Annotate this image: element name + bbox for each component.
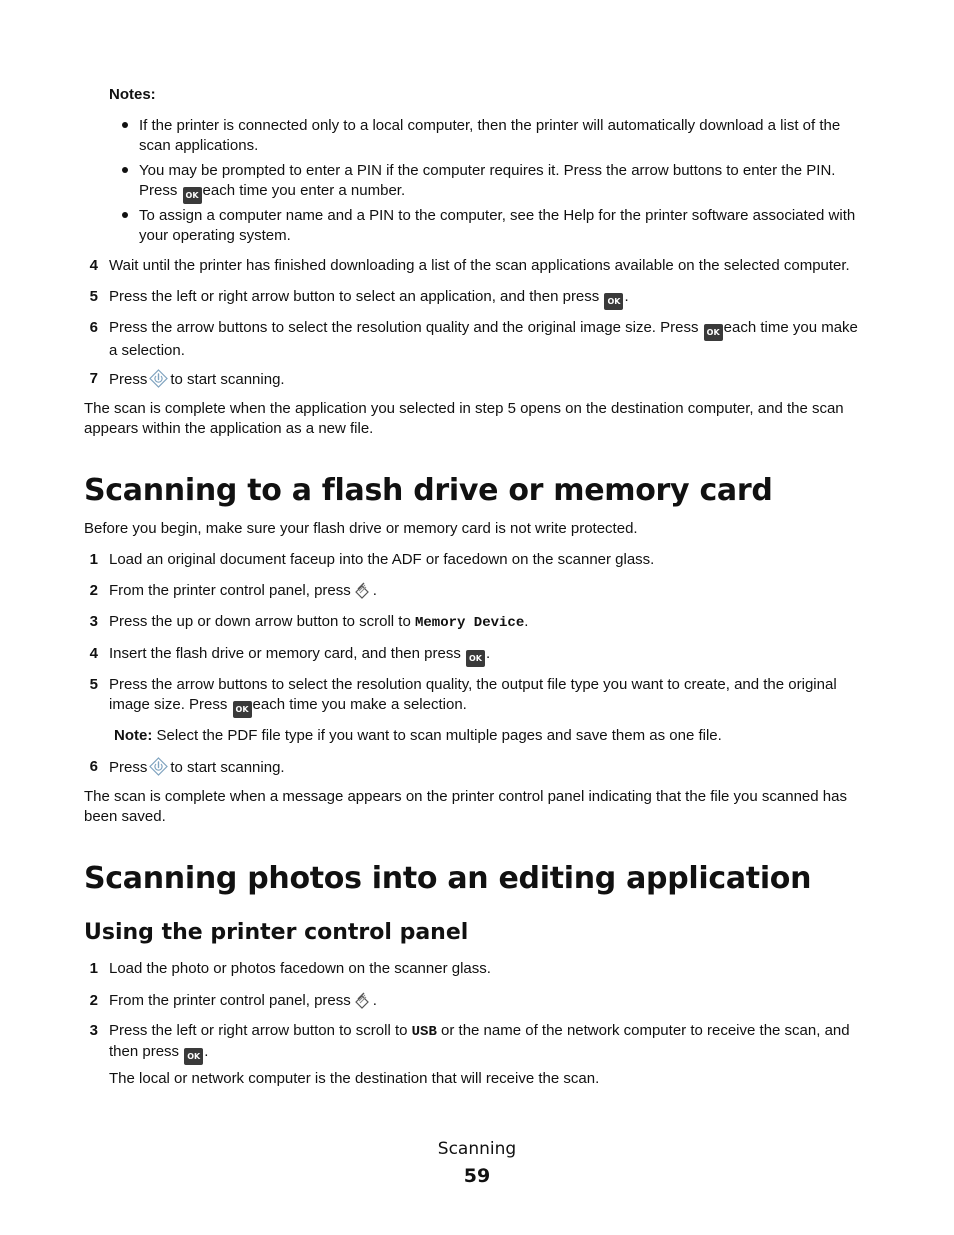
step-text-post: . <box>372 582 377 599</box>
step-number: 4 <box>89 257 98 274</box>
bullet-dot <box>122 167 128 173</box>
note-bullet-2-line-2 <box>139 181 835 204</box>
note-label: Note: <box>114 727 153 744</box>
note-bullet-3-line-1: To assign a computer name and a PIN to the computer, see the Help for the printer software associated with <box>139 207 856 224</box>
scan-icon <box>353 991 371 1009</box>
step-number: 5 <box>89 676 98 693</box>
paragraph-line-2: appears within the application as a new file. <box>84 420 374 437</box>
section-intro: Before you begin, make sure your flash drive or memory card is not write protected. <box>84 520 638 537</box>
step-text-pre: Press the left or right arrow button to select an application, and then press <box>109 288 600 305</box>
step-text <box>109 1021 850 1065</box>
step-number: 2 <box>89 992 98 1009</box>
section-heading-flash-drive: Scanning to a flash drive or memory card <box>84 473 773 508</box>
step-number: 1 <box>89 551 98 568</box>
step-number: 1 <box>89 960 98 977</box>
ok-button-icon: OK <box>233 701 252 718</box>
step-text-pre: Press <box>109 371 148 388</box>
menu-option-memory-device: Memory Device <box>415 615 525 631</box>
step-number: 5 <box>89 288 98 305</box>
paragraph-scan-complete <box>84 399 844 439</box>
step-number: 4 <box>89 645 98 662</box>
start-diamond-icon <box>149 757 168 776</box>
ok-button-icon: OK <box>466 650 485 667</box>
step-text-post: to start scanning. <box>170 759 285 776</box>
footer-chapter-label: Scanning <box>437 1139 517 1159</box>
step-text-line-2 <box>109 695 837 718</box>
step-text-post: . <box>372 992 377 1009</box>
step-text <box>109 675 837 718</box>
paragraph-line-2: been saved. <box>84 808 166 825</box>
scan-icon <box>353 581 371 599</box>
step-text-line-1 <box>109 1021 850 1042</box>
step-text: Wait until the printer has finished downloading a list of the scan applications available on the selected computer. <box>109 257 850 274</box>
note-bullet-1-line-1: If the printer is connected only to a local computer, then the printer will automatically download a list of the <box>139 117 841 134</box>
ok-button-icon: OK <box>184 1048 203 1065</box>
step-text: Load the photo or photos facedown on the scanner glass. <box>109 960 491 977</box>
step-text-line-1 <box>109 318 858 341</box>
step-number: 2 <box>89 582 98 599</box>
step-text-pre: image size. Press <box>109 696 228 713</box>
note-bullet-1 <box>139 116 840 156</box>
step-text <box>109 644 490 667</box>
note-bullet-2-post: each time you enter a number. <box>202 182 406 199</box>
note-bullet-1-line-2: scan applications. <box>139 137 259 154</box>
step-text-pre: Press <box>109 759 148 776</box>
notes-label: Notes: <box>109 86 156 103</box>
step-followup: The local or network computer is the destination that will receive the scan. <box>109 1070 600 1087</box>
step-number: 6 <box>89 319 98 336</box>
step-text-pre: Press the left or right arrow button to scroll to <box>109 1022 408 1039</box>
step-text-post: to start scanning. <box>170 371 285 388</box>
step-text-post: each time you make <box>723 319 858 336</box>
step-text-pre: then press <box>109 1043 180 1060</box>
step-text-pre: Insert the flash drive or memory card, and then press <box>109 645 461 662</box>
step-number: 7 <box>89 370 98 387</box>
paragraph-line-1: The scan is complete when a message appears on the printer control panel indicating that the file you scanned has <box>84 788 847 805</box>
footer-page-number: 59 <box>463 1165 491 1187</box>
step-number: 3 <box>89 1022 98 1039</box>
step-text-post: . <box>204 1043 209 1060</box>
step-text-pre: From the printer control panel, press <box>109 992 351 1009</box>
step-text <box>109 318 858 361</box>
step-text-post: or the name of the network computer to receive the scan, and <box>441 1022 850 1039</box>
paragraph-line-1: The scan is complete when the application you selected in step 5 opens on the destination computer, and the scan <box>84 400 844 417</box>
menu-option-usb: USB <box>411 1024 437 1040</box>
step-text-pre: Press the arrow buttons to select the resolution quality and the original image size. Press <box>109 319 699 336</box>
step-text-post: . <box>624 288 629 305</box>
note-pdf <box>114 726 722 746</box>
ok-button-icon: OK <box>604 293 623 310</box>
step-number: 3 <box>89 613 98 630</box>
step-text: Load an original document faceup into the ADF or facedown on the scanner glass. <box>109 551 655 568</box>
start-diamond-icon <box>149 369 168 388</box>
step-text <box>109 287 629 310</box>
step-number: 6 <box>89 758 98 775</box>
step-text <box>109 612 528 633</box>
step-text <box>109 757 285 778</box>
ok-button-icon: OK <box>183 187 202 204</box>
section-heading-photos: Scanning photos into an editing application <box>84 861 812 896</box>
step-text <box>109 369 285 390</box>
note-bullet-2-line-1: You may be prompted to enter a PIN if the computer requires it. Press the arrow buttons to enter the PIN. <box>139 162 836 179</box>
step-text-post: each time you make a selection. <box>252 696 467 713</box>
paragraph-scan-complete-2 <box>84 787 847 827</box>
step-text-pre: From the printer control panel, press <box>109 582 351 599</box>
step-text-line-2 <box>109 1042 850 1065</box>
step-text-post: . <box>524 613 529 630</box>
bullet-dot <box>122 122 128 128</box>
step-text-line-1: Press the arrow buttons to select the resolution quality, the output file type you want to create, and the original <box>109 676 837 693</box>
step-text <box>109 991 377 1011</box>
step-text <box>109 581 377 601</box>
note-bullet-2 <box>139 161 835 204</box>
note-bullet-2-pre: Press <box>139 182 178 199</box>
bullet-dot <box>122 212 128 218</box>
note-bullet-3 <box>139 206 855 246</box>
step-text-pre: Press the up or down arrow button to scroll to <box>109 613 411 630</box>
note-bullet-3-line-2: your operating system. <box>139 227 291 244</box>
subsection-heading-control-panel: Using the printer control panel <box>84 920 469 945</box>
note-text: Select the PDF file type if you want to scan multiple pages and save them as one file. <box>152 727 722 744</box>
step-text-line-2: a selection. <box>109 342 185 359</box>
step-text-post: . <box>486 645 491 662</box>
ok-button-icon: OK <box>704 324 723 341</box>
